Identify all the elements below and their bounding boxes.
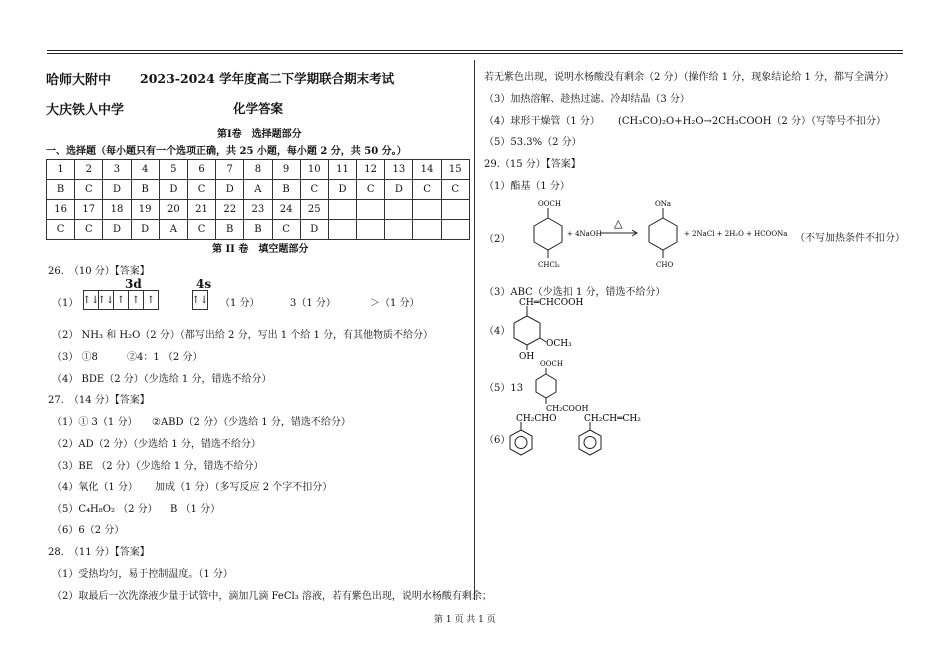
q27-l2: （2）AD（2 分）（少选给 1 分，错选不给分） [52,439,261,450]
q26-l1-score: （1 分） [220,298,260,309]
table-cell: D [328,180,356,200]
orbital-box: ↑↓ [98,290,114,310]
orbital-3d-label: 3d [125,277,142,291]
q29-l6-num: （6） [484,435,511,446]
q29-4-och3: OCH₃ [546,339,572,349]
q27-l1a: （1）① 3（1 分） [52,417,138,428]
reactant-top-group: OOCH [538,200,561,208]
reagent-naoh: + 4NaOH [567,230,602,238]
table-cell: 17 [75,200,103,220]
part2-title: 第 II 卷 填空题部分 [212,244,309,255]
q27-l5a: （5）C₄H₈O₂ （2 分） [52,504,158,515]
table-cell: C [75,180,103,200]
table-cell: C [47,220,75,240]
q28-l2: （2）取最后一次洗涤液少量于试管中，滴加几滴 FeCl₃ 溶液，若有紫色出现，说明水杨酸有剩余； [52,591,492,602]
table-cell: 7 [216,160,244,180]
q29-6a-structure [510,422,532,455]
table-cell: 24 [272,200,300,220]
q29-4-chain: CH═CHCOOH [519,298,584,308]
q26-l3b: ②4：1 （2 分） [127,352,203,363]
table-cell: A [244,180,272,200]
table-cell: C [441,180,469,200]
orbital-box: ↑ [128,290,144,310]
table-cell: 21 [187,200,215,220]
product-structure [649,208,677,258]
q28-l4a: （4）球形干燥管（1 分） [484,116,600,127]
exam-title: 2023-2024 学年度高二下学期联合期末考试 [140,71,395,86]
table-cell: D [300,220,328,240]
subject-title: 化学答案 [233,101,284,116]
table-cell: 13 [385,160,413,180]
table-cell: 23 [244,200,272,220]
orbital-box: ↑↓ [83,290,99,310]
table-cell: 16 [47,200,75,220]
table-cell: 10 [300,160,328,180]
reactant-structure [534,208,562,258]
q26-l1-ans3: ＞（1 分） [370,298,420,309]
table-cell: B [272,180,300,200]
q26-l1-num: （1） [52,298,79,309]
q26-l3a: （3） ①8 [52,352,98,363]
reaction-arrow [600,230,637,236]
table-cell: 9 [272,160,300,180]
table-cell: D [103,180,131,200]
q27-l6: （6）6（2 分） [52,525,125,536]
table-cell: C [187,180,215,200]
q27-l1b: ②ABD（2 分）（少选给 1 分，错选不给分） [152,417,351,428]
q27-l4a: （4）氧化（1 分） [52,482,138,493]
table-cell: D [385,180,413,200]
q29-l4-num: （4） [484,326,511,337]
table-cell: 11 [328,160,356,180]
q28-l5: （5）53.3%（2 分） [484,137,582,148]
reactant-bottom-group: CHCl₂ [538,261,560,269]
table-cell: 8 [244,160,272,180]
q29-l3: （3）ABC（少选扣 1 分，错选不给分） [484,287,666,298]
school-name-1: 哈师大附中 [46,73,112,88]
table-cell: 25 [300,200,328,220]
table-cell: C [300,180,328,200]
q29-5-bottom: CH₂COOH [546,404,589,413]
table-cell: 14 [413,160,441,180]
table-cell: C [413,180,441,200]
orbital-box: ↑ [113,290,129,310]
table-cell: C [75,220,103,240]
page-footer: 第 1 页 共 1 页 [434,615,496,625]
q28-header: 28. （11 分）【答案】 [48,547,150,558]
table-cell: C [357,180,385,200]
table-cell: D [216,180,244,200]
table-cell: 6 [187,160,215,180]
q29-5-structure [536,368,556,404]
q29-l2-note: （不写加热条件不扣分） [795,233,905,244]
table-cell: 2 [75,160,103,180]
table-cell: 22 [216,200,244,220]
table-cell: 12 [357,160,385,180]
q29-header: 29.（15 分）【答案】 [484,159,581,170]
product-top-group: ONa [655,200,672,208]
orbital-box: ↑ [143,290,159,310]
table-cell: 18 [103,200,131,220]
q26-l2: （2） NH₃ 和 H₂O（2 分）（都写出给 2 分，写出 1 个给 1 分，有其他物质不给分） [52,330,434,341]
table-cell: B [244,220,272,240]
q28-l4b: (CH₃CO)₂O+H₂O→2CH₃COOH（2 分）（写等号不扣分） [618,116,886,127]
q27-l5b: B （1 分） [170,504,221,515]
table-cell: B [131,180,159,200]
table-cell: B [47,180,75,200]
q28-l3: （3）加热溶解、趁热过滤、冷却结晶（3 分） [484,94,690,105]
orbital-box: ↑↓ [192,290,208,310]
product-bottom-group: CHO [656,261,674,269]
table-cell: C [272,220,300,240]
heat-symbol: △ [614,217,623,230]
table-cell: D [103,220,131,240]
q29-l2-num: （2） [484,234,511,245]
school-name-2: 大庆铁人中学 [46,103,125,118]
q26-l4: （4） BDE（2 分）（少选给 1 分，错选不给分） [52,374,272,385]
table-cell: D [159,180,187,200]
q26-header: 26. （10 分）【答案】 [48,266,150,277]
table-cell: 3 [103,160,131,180]
q27-l4b: 加成（1 分）（多写反应 2 个字不扣分） [155,482,333,493]
q29-4-structure [514,306,546,350]
q27-header: 27. （14 分）【答案】 [48,395,150,406]
q29-l1: （1）酯基（1 分） [484,181,570,192]
q29-l5-num: （5）13 [484,383,524,394]
table-cell: B [216,220,244,240]
table-cell: D [131,220,159,240]
q29-6b-structure [579,422,601,455]
byproducts: + 2NaCl + 2H₂O + HCOONa [684,230,788,238]
table-cell: 4 [131,160,159,180]
q29-6a-label: CH₂CHO [516,414,557,424]
table-cell: 20 [159,200,187,220]
part1-instruction: 一、选择题（每小题只有一个选项正确，共 25 小题，每小题 2 分，共 50 分。） [46,146,407,157]
orbital-4s-label: 4s [196,277,212,291]
q27-l3: （3）BE （2 分）（少选给 1 分，错选不给分） [52,461,264,472]
q28-l1: （1）受热均匀，易于控制温度。（1 分） [52,569,233,580]
table-cell: A [159,220,187,240]
table-cell: 5 [159,160,187,180]
q26-l1-ans2: 3（1 分） [290,298,336,309]
q29-5-top: OOCH [540,360,563,368]
table-cell: 19 [131,200,159,220]
q29-6b-label: CH₂CH═CH₂ [584,414,641,424]
table-cell: C [187,220,215,240]
q29-4-oh: OH [519,352,535,362]
q28-l2-cont: 若无紫色出现，说明水杨酸没有剩余（2 分）（操作给 1 分，现象结论给 1 分，都写全满分） [484,72,894,83]
part1-title: 第Ⅰ卷 选择题部分 [217,129,302,140]
table-cell: 1 [47,160,75,180]
table-cell: 15 [441,160,469,180]
